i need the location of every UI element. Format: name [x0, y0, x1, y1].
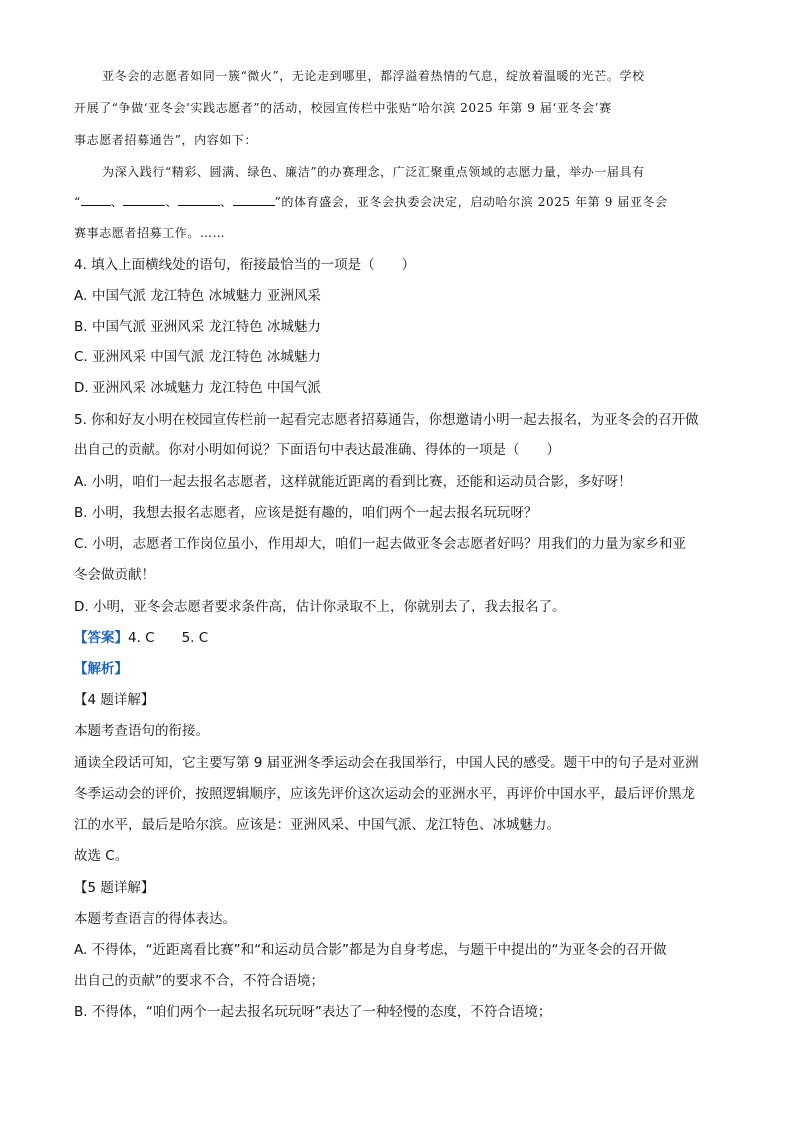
notice-line: 赛事志愿者招募工作。…… [74, 226, 226, 240]
question-4-stem: 4. 填入上面横线处的语句，衔接最恰当的一项是（ ） [74, 257, 416, 273]
passage-line: 事志愿者招募通告”，内容如下： [74, 133, 258, 147]
question-4-option-b [74, 317, 321, 337]
option-letter: C. [74, 349, 88, 365]
q4-detail-line: 故选 C。 [74, 848, 129, 864]
quote-open: “ [74, 195, 81, 209]
q5-detail-line: A. 不得体，“近距离看比赛”和“和运动员合影”都是为自身考虑，与题干中提出的“为亚冬会的召开做 [74, 942, 667, 958]
option-text: 中国气派 亚洲风采 龙江特色 冰城魅力 [92, 319, 321, 335]
analysis-label: 【解析】 [74, 661, 128, 677]
q5-detail-line: B. 不得体，“咱们两个一起去报名玩玩呀”表达了一种轻慢的态度，不符合语境； [74, 1004, 552, 1020]
fill-blank-3 [178, 193, 220, 206]
q5-detail-line: 本题考查语言的得体表达。 [74, 911, 236, 927]
fill-blank-2 [123, 193, 165, 206]
question-5-stem: 5. 你和好友小明在校园宣传栏前一起看完志愿者招募通告，你想邀请小明一起去报名，为亚冬会的召开做 [74, 412, 699, 428]
answer-label: 【答案】 [74, 630, 128, 646]
q5-detail-line: 出自己的贡献”的要求不合，不符合语境； [74, 973, 324, 989]
option-letter: A. [74, 288, 88, 304]
q4-detail-line: 冬季运动会的评价，按照逻辑顺序，应该先评价这次运动会的亚洲水平，再评价中国水平，最后评价黑龙 [74, 786, 695, 802]
blank-separator: 、 [219, 195, 233, 209]
question-5-option-c-cont: 冬会做贡献！ [74, 567, 155, 583]
blank-separator: 、 [110, 195, 124, 209]
passage-line: 开展了“争做‘亚冬会’实践志愿者”的活动，校园宣传栏中张贴“哈尔滨 2025 年第 9 届‘亚冬会’赛 [74, 101, 612, 115]
option-letter: D. [74, 380, 89, 396]
question-5-option-c: C. 小明，志愿者工作岗位虽小，作用却大，咱们一起去做亚冬会志愿者好吗？用我们的力量为家乡和亚 [74, 536, 687, 552]
q4-detail-line: 本题考查语句的衔接。 [74, 723, 209, 739]
passage-line: 亚冬会的志愿者如同一簇“微火”，无论走到哪里，都浮溢着热情的气息，绽放着温暖的光芒。学校 [102, 69, 645, 83]
answer-value: 4. C 5. C [128, 630, 209, 646]
fill-blank-1 [81, 193, 111, 206]
question-5-option-d: D. 小明，亚冬会志愿者要求条件高，估计你录取不上，你就别去了，我去报名了。 [74, 599, 566, 615]
q5-detail-label: 【5 题详解】 [74, 880, 155, 896]
option-letter: B. [74, 319, 88, 335]
question-4-option-d [74, 378, 321, 398]
q4-detail-label: 【4 题详解】 [74, 692, 155, 708]
option-text: 亚洲风采 中国气派 龙江特色 冰城魅力 [92, 349, 321, 365]
q4-detail-line: 江的水平，最后是哈尔滨。应该是：亚洲风采、中国气派、龙江特色、冰城魅力。 [74, 817, 560, 833]
question-4-option-c [74, 347, 321, 367]
q4-detail-line: 通读全段话可知，它主要写第 9 届亚洲冬季运动会在我国举行，中国人民的感受。题干中的句子是对亚洲 [74, 755, 699, 771]
blank-separator: 、 [165, 195, 178, 209]
answer-line [74, 628, 208, 648]
question-4-option-a [74, 286, 321, 306]
fill-blank-4 [233, 193, 275, 206]
option-text: 中国气派 龙江特色 冰城魅力 亚洲风采 [92, 288, 321, 304]
question-5-option-b: B. 小明，我想去报名志愿者，应该是挺有趣的，咱们两个一起去报名玩玩呀？ [74, 505, 538, 521]
notice-line-with-blanks [74, 192, 668, 212]
question-5-option-a: A. 小明，咱们一起去报名志愿者，这样就能近距离的看到比赛，还能和运动员合影，多好呀！ [74, 474, 632, 490]
option-text: 亚洲风采 冰城魅力 龙江特色 中国气派 [92, 380, 321, 396]
notice-line: 为深入践行“精彩、圆满、绿色、廉洁”的办赛理念，广泛汇聚重点领域的志愿力量，举办一届具有 [102, 165, 645, 179]
question-5-stem: 出自己的贡献。你对小明如何说？下面语句中表达最准确、得体的一项是（ ） [74, 442, 560, 458]
notice-line-rest: ”的体育盛会，亚冬会执委会决定，启动哈尔滨 2025 年第 9 届亚冬会 [274, 195, 668, 209]
